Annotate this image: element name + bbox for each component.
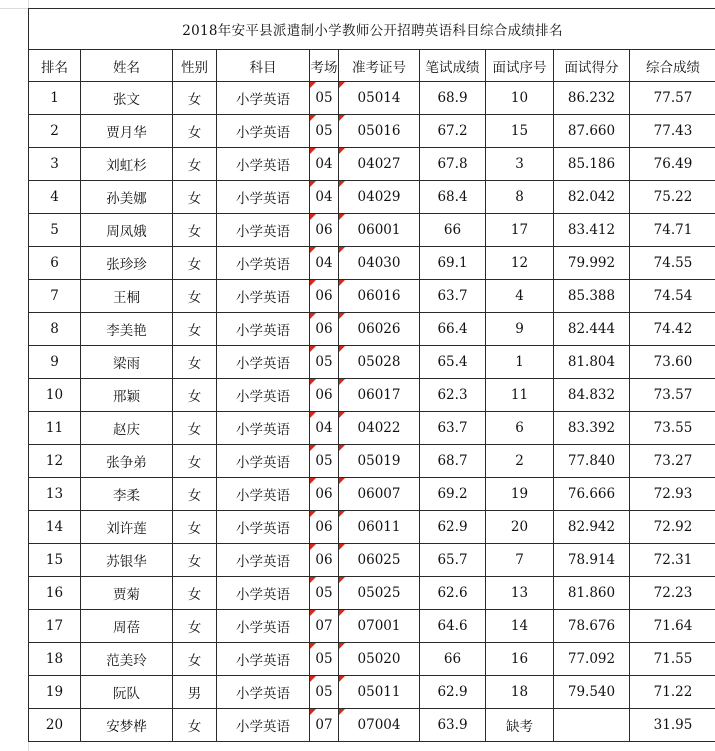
score-ranking-table — [28, 8, 715, 742]
cell-room[interactable]: 04 — [310, 412, 339, 445]
table-row — [29, 148, 715, 181]
cell-interview[interactable]: 78.914 — [554, 544, 630, 577]
cell-gender[interactable]: 女 — [173, 544, 217, 577]
cell-ticket[interactable]: 06007 — [339, 478, 420, 511]
cell-subject[interactable]: 小学英语 — [217, 511, 310, 544]
cell-total[interactable]: 74.54 — [630, 280, 715, 313]
cell-interview[interactable]: 82.942 — [554, 511, 630, 544]
cell-order[interactable]: 14 — [486, 610, 554, 643]
cell-interview[interactable]: 79.540 — [554, 676, 630, 709]
cell-room[interactable]: 04 — [310, 148, 339, 181]
cell-rank[interactable]: 20 — [29, 709, 81, 742]
cell-gender[interactable]: 女 — [173, 214, 217, 247]
header-ticket[interactable]: 准考证号 — [339, 50, 420, 82]
cell-order[interactable]: 7 — [486, 544, 554, 577]
cell-written[interactable]: 62.3 — [420, 379, 486, 412]
cell-total[interactable]: 73.27 — [630, 445, 715, 478]
cell-name[interactable]: 刘许莲 — [81, 511, 173, 544]
cell-interview[interactable]: 85.388 — [554, 280, 630, 313]
cell-ticket[interactable]: 05025 — [339, 577, 420, 610]
cell-total[interactable]: 74.55 — [630, 247, 715, 280]
cell-subject[interactable]: 小学英语 — [217, 412, 310, 445]
cell-name[interactable]: 张争弟 — [81, 445, 173, 478]
cell-room[interactable]: 05 — [310, 577, 339, 610]
cell-room[interactable]: 04 — [310, 247, 339, 280]
cell-order[interactable]: 12 — [486, 247, 554, 280]
cell-written[interactable]: 67.8 — [420, 148, 486, 181]
cell-room[interactable]: 05 — [310, 643, 339, 676]
cell-interview[interactable]: 82.444 — [554, 313, 630, 346]
table-row — [29, 346, 715, 379]
cell-total[interactable]: 74.42 — [630, 313, 715, 346]
cell-order[interactable]: 20 — [486, 511, 554, 544]
cell-subject[interactable]: 小学英语 — [217, 148, 310, 181]
cell-rank[interactable]: 10 — [29, 379, 81, 412]
table-row — [29, 709, 715, 742]
cell-rank[interactable]: 14 — [29, 511, 81, 544]
cell-name[interactable]: 贾月华 — [81, 115, 173, 148]
cell-gender[interactable]: 女 — [173, 247, 217, 280]
cell-total[interactable]: 31.95 — [630, 709, 715, 742]
cell-order[interactable]: 1 — [486, 346, 554, 379]
cell-interview[interactable] — [554, 709, 630, 742]
cell-name[interactable]: 王桐 — [81, 280, 173, 313]
cell-interview[interactable]: 82.042 — [554, 181, 630, 214]
cell-interview[interactable]: 83.412 — [554, 214, 630, 247]
cell-order[interactable]: 6 — [486, 412, 554, 445]
cell-written[interactable]: 62.9 — [420, 676, 486, 709]
cell-name[interactable]: 孙美娜 — [81, 181, 173, 214]
cell-gender[interactable]: 女 — [173, 379, 217, 412]
cell-room[interactable]: 06 — [310, 214, 339, 247]
cell-rank[interactable]: 6 — [29, 247, 81, 280]
cell-gender[interactable]: 女 — [173, 148, 217, 181]
header-order[interactable]: 面试序号 — [486, 50, 554, 82]
cell-order[interactable]: 16 — [486, 643, 554, 676]
cell-interview[interactable]: 77.092 — [554, 643, 630, 676]
cell-order[interactable]: 13 — [486, 577, 554, 610]
cell-rank[interactable]: 15 — [29, 544, 81, 577]
cell-ticket[interactable]: 05016 — [339, 115, 420, 148]
cell-order[interactable]: 18 — [486, 676, 554, 709]
header-gender[interactable]: 性别 — [173, 50, 217, 82]
table-row — [29, 82, 715, 115]
cell-order[interactable]: 3 — [486, 148, 554, 181]
cell-total[interactable]: 77.43 — [630, 115, 715, 148]
cell-room[interactable]: 06 — [310, 478, 339, 511]
cell-written[interactable]: 68.7 — [420, 445, 486, 478]
cell-written[interactable]: 65.7 — [420, 544, 486, 577]
cell-total[interactable]: 72.31 — [630, 544, 715, 577]
cell-written[interactable]: 68.4 — [420, 181, 486, 214]
cell-written[interactable]: 66.4 — [420, 313, 486, 346]
cell-name[interactable]: 周凤娥 — [81, 214, 173, 247]
cell-written[interactable]: 64.6 — [420, 610, 486, 643]
cell-total[interactable]: 72.92 — [630, 511, 715, 544]
cell-rank[interactable]: 8 — [29, 313, 81, 346]
cell-gender[interactable]: 女 — [173, 280, 217, 313]
cell-ticket[interactable]: 06025 — [339, 544, 420, 577]
cell-gender[interactable]: 女 — [173, 82, 217, 115]
cell-total[interactable]: 76.49 — [630, 148, 715, 181]
cell-gender[interactable]: 女 — [173, 346, 217, 379]
table-row — [29, 511, 715, 544]
cell-rank[interactable]: 4 — [29, 181, 81, 214]
cell-rank[interactable]: 9 — [29, 346, 81, 379]
cell-name[interactable]: 张文 — [81, 82, 173, 115]
cell-written[interactable]: 68.9 — [420, 82, 486, 115]
cell-ticket[interactable]: 06026 — [339, 313, 420, 346]
cell-subject[interactable]: 小学英语 — [217, 676, 310, 709]
cell-subject[interactable]: 小学英语 — [217, 643, 310, 676]
cell-gender[interactable]: 女 — [173, 181, 217, 214]
cell-order[interactable]: 10 — [486, 82, 554, 115]
cell-written[interactable]: 66 — [420, 643, 486, 676]
cell-subject[interactable]: 小学英语 — [217, 181, 310, 214]
cell-gender[interactable]: 女 — [173, 643, 217, 676]
cell-subject[interactable]: 小学英语 — [217, 577, 310, 610]
header-subject[interactable]: 科目 — [217, 50, 310, 82]
cell-interview[interactable]: 85.186 — [554, 148, 630, 181]
cell-name[interactable]: 范美玲 — [81, 643, 173, 676]
cell-room[interactable]: 06 — [310, 313, 339, 346]
table-row — [29, 313, 715, 346]
cell-written[interactable]: 69.2 — [420, 478, 486, 511]
cell-gender[interactable]: 男 — [173, 676, 217, 709]
cell-name[interactable]: 周蓓 — [81, 610, 173, 643]
cell-gender[interactable]: 女 — [173, 445, 217, 478]
cell-room[interactable]: 07 — [310, 610, 339, 643]
header-total[interactable]: 综合成绩 — [630, 50, 715, 82]
cell-total[interactable]: 72.93 — [630, 478, 715, 511]
cell-rank[interactable]: 7 — [29, 280, 81, 313]
header-interview[interactable]: 面试得分 — [554, 50, 630, 82]
cell-written[interactable]: 69.1 — [420, 247, 486, 280]
cell-written[interactable]: 63.7 — [420, 412, 486, 445]
cell-subject[interactable]: 小学英语 — [217, 115, 310, 148]
table-row — [29, 280, 715, 313]
cell-interview[interactable]: 81.804 — [554, 346, 630, 379]
cell-gender[interactable]: 女 — [173, 313, 217, 346]
cell-order[interactable]: 4 — [486, 280, 554, 313]
cell-total[interactable]: 71.64 — [630, 610, 715, 643]
cell-written[interactable]: 63.9 — [420, 709, 486, 742]
cell-name[interactable]: 邢颖 — [81, 379, 173, 412]
cell-total[interactable]: 72.23 — [630, 577, 715, 610]
cell-ticket[interactable]: 05020 — [339, 643, 420, 676]
table-row — [29, 676, 715, 709]
cell-written[interactable]: 63.7 — [420, 280, 486, 313]
cell-written[interactable]: 67.2 — [420, 115, 486, 148]
cell-total[interactable]: 73.57 — [630, 379, 715, 412]
cell-ticket[interactable]: 06011 — [339, 511, 420, 544]
cell-name[interactable]: 李柔 — [81, 478, 173, 511]
cell-subject[interactable]: 小学英语 — [217, 610, 310, 643]
header-room[interactable]: 考场 — [310, 50, 339, 82]
cell-total[interactable]: 73.60 — [630, 346, 715, 379]
cell-total[interactable]: 74.71 — [630, 214, 715, 247]
cell-ticket[interactable]: 05028 — [339, 346, 420, 379]
cell-order[interactable]: 9 — [486, 313, 554, 346]
table-row — [29, 478, 715, 511]
header-written[interactable]: 笔试成绩 — [420, 50, 486, 82]
cell-interview[interactable]: 78.676 — [554, 610, 630, 643]
table-row — [29, 214, 715, 247]
cell-rank[interactable]: 18 — [29, 643, 81, 676]
table-row — [29, 247, 715, 280]
cell-total[interactable]: 71.22 — [630, 676, 715, 709]
table-row — [29, 577, 715, 610]
cell-rank[interactable]: 3 — [29, 148, 81, 181]
cell-ticket[interactable]: 05011 — [339, 676, 420, 709]
cell-interview[interactable]: 77.840 — [554, 445, 630, 478]
cell-total[interactable]: 71.55 — [630, 643, 715, 676]
cell-name[interactable]: 刘虹杉 — [81, 148, 173, 181]
cell-subject[interactable]: 小学英语 — [217, 379, 310, 412]
cell-room[interactable]: 06 — [310, 511, 339, 544]
cell-subject[interactable]: 小学英语 — [217, 214, 310, 247]
cell-room[interactable]: 05 — [310, 676, 339, 709]
cell-name[interactable]: 贾菊 — [81, 577, 173, 610]
cell-gender[interactable]: 女 — [173, 412, 217, 445]
cell-ticket[interactable]: 06017 — [339, 379, 420, 412]
cell-rank[interactable]: 19 — [29, 676, 81, 709]
cell-room[interactable]: 04 — [310, 181, 339, 214]
cell-room[interactable]: 06 — [310, 379, 339, 412]
cell-order[interactable]: 2 — [486, 445, 554, 478]
title-row — [29, 9, 715, 50]
cell-gender[interactable]: 女 — [173, 115, 217, 148]
cell-order[interactable]: 缺考 — [486, 709, 554, 742]
header-name[interactable]: 姓名 — [81, 50, 173, 82]
cell-name[interactable]: 李美艳 — [81, 313, 173, 346]
cell-interview[interactable]: 83.392 — [554, 412, 630, 445]
cell-written[interactable]: 66 — [420, 214, 486, 247]
cell-name[interactable]: 梁雨 — [81, 346, 173, 379]
cell-total[interactable]: 75.22 — [630, 181, 715, 214]
cell-order[interactable]: 11 — [486, 379, 554, 412]
table-row — [29, 115, 715, 148]
cell-order[interactable]: 17 — [486, 214, 554, 247]
sheet-gridline-left — [0, 0, 29, 751]
cell-ticket[interactable]: 04027 — [339, 148, 420, 181]
cell-rank[interactable]: 13 — [29, 478, 81, 511]
cell-order[interactable]: 19 — [486, 478, 554, 511]
cell-written[interactable]: 65.4 — [420, 346, 486, 379]
cell-order[interactable]: 8 — [486, 181, 554, 214]
cell-subject[interactable]: 小学英语 — [217, 445, 310, 478]
cell-rank[interactable]: 12 — [29, 445, 81, 478]
cell-ticket[interactable]: 04022 — [339, 412, 420, 445]
cell-interview[interactable]: 84.832 — [554, 379, 630, 412]
cell-interview[interactable]: 76.666 — [554, 478, 630, 511]
cell-room[interactable]: 05 — [310, 346, 339, 379]
cell-rank[interactable]: 16 — [29, 577, 81, 610]
cell-interview[interactable]: 87.660 — [554, 115, 630, 148]
table-title[interactable]: 2018年安平县派遣制小学教师公开招聘英语科目综合成绩排名 — [29, 9, 715, 50]
cell-subject[interactable]: 小学英语 — [217, 346, 310, 379]
cell-name[interactable]: 张珍珍 — [81, 247, 173, 280]
table-row — [29, 643, 715, 676]
table-row — [29, 544, 715, 577]
cell-subject[interactable]: 小学英语 — [217, 247, 310, 280]
cell-room[interactable]: 07 — [310, 709, 339, 742]
cell-name[interactable]: 赵庆 — [81, 412, 173, 445]
cell-total[interactable]: 77.57 — [630, 82, 715, 115]
cell-ticket[interactable]: 07004 — [339, 709, 420, 742]
cell-ticket[interactable]: 06001 — [339, 214, 420, 247]
cell-subject[interactable]: 小学英语 — [217, 313, 310, 346]
cell-room[interactable]: 05 — [310, 445, 339, 478]
cell-subject[interactable]: 小学英语 — [217, 82, 310, 115]
cell-rank[interactable]: 2 — [29, 115, 81, 148]
cell-rank[interactable]: 11 — [29, 412, 81, 445]
cell-gender[interactable]: 女 — [173, 577, 217, 610]
table-row — [29, 412, 715, 445]
cell-written[interactable]: 62.6 — [420, 577, 486, 610]
cell-room[interactable]: 06 — [310, 544, 339, 577]
cell-order[interactable]: 15 — [486, 115, 554, 148]
cell-rank[interactable]: 17 — [29, 610, 81, 643]
cell-ticket[interactable]: 05014 — [339, 82, 420, 115]
cell-ticket[interactable]: 06016 — [339, 280, 420, 313]
cell-ticket[interactable]: 05019 — [339, 445, 420, 478]
cell-name[interactable]: 苏银华 — [81, 544, 173, 577]
cell-subject[interactable]: 小学英语 — [217, 544, 310, 577]
cell-ticket[interactable]: 04029 — [339, 181, 420, 214]
cell-interview[interactable]: 81.860 — [554, 577, 630, 610]
cell-room[interactable]: 06 — [310, 280, 339, 313]
cell-subject[interactable]: 小学英语 — [217, 709, 310, 742]
cell-interview[interactable]: 79.992 — [554, 247, 630, 280]
cell-rank[interactable]: 5 — [29, 214, 81, 247]
cell-subject[interactable]: 小学英语 — [217, 280, 310, 313]
cell-name[interactable]: 阮队 — [81, 676, 173, 709]
header-rank[interactable]: 排名 — [29, 50, 81, 82]
cell-room[interactable]: 05 — [310, 115, 339, 148]
cell-room[interactable]: 05 — [310, 82, 339, 115]
cell-total[interactable]: 73.55 — [630, 412, 715, 445]
cell-gender[interactable]: 女 — [173, 610, 217, 643]
cell-ticket[interactable]: 04030 — [339, 247, 420, 280]
cell-rank[interactable]: 1 — [29, 82, 81, 115]
table-row — [29, 445, 715, 478]
table-row — [29, 181, 715, 214]
cell-name[interactable]: 安梦桦 — [81, 709, 173, 742]
cell-subject[interactable]: 小学英语 — [217, 478, 310, 511]
cell-written[interactable]: 62.9 — [420, 511, 486, 544]
cell-gender[interactable]: 女 — [173, 478, 217, 511]
table-row — [29, 610, 715, 643]
cell-ticket[interactable]: 07001 — [339, 610, 420, 643]
cell-interview[interactable]: 86.232 — [554, 82, 630, 115]
cell-gender[interactable]: 女 — [173, 511, 217, 544]
cell-gender[interactable]: 女 — [173, 709, 217, 742]
header-row — [29, 50, 715, 82]
table-row — [29, 379, 715, 412]
